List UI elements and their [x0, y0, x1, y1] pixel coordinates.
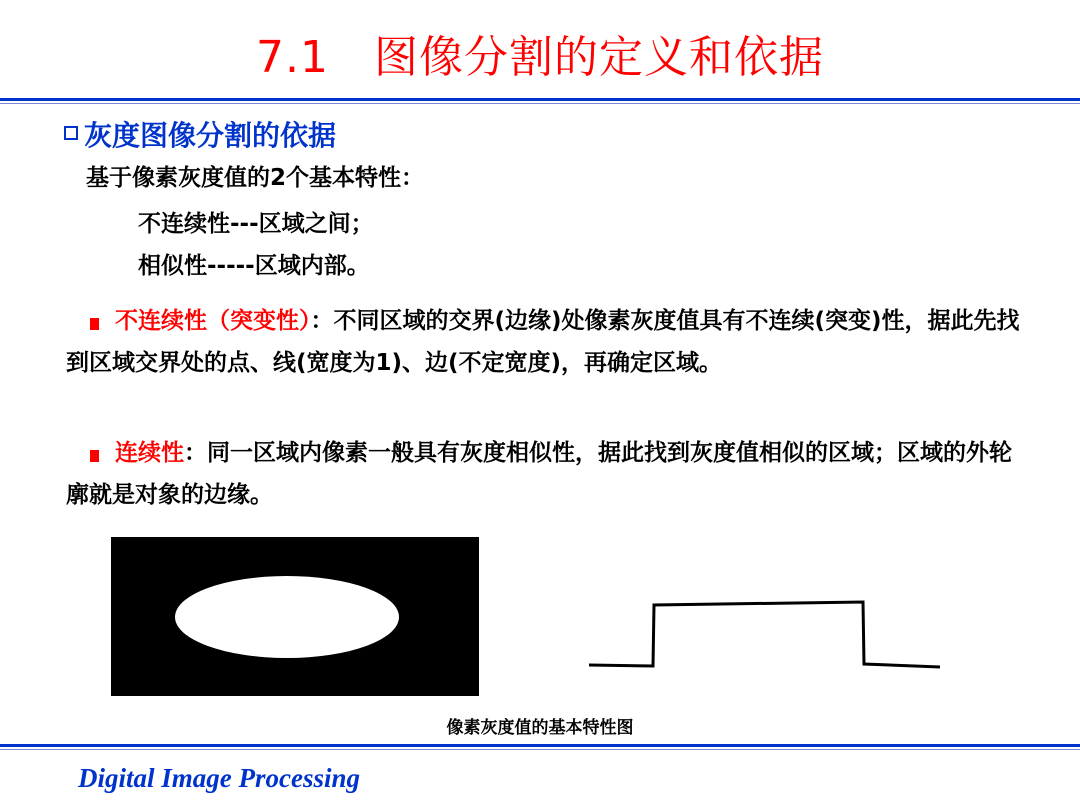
white-ellipse-icon [111, 537, 479, 696]
continuity-term: 连续性 [115, 440, 184, 466]
red-square-bullet-icon [90, 318, 99, 330]
continuity-paragraph [66, 432, 1031, 516]
footer-text: Digital Image Processing [78, 763, 360, 793]
footer-divider [0, 744, 1080, 747]
continuity-text: ：同一区域内像素一般具有灰度相似性，据此找到灰度值相似的区域；区域的外轮廓就是对象的边缘。 [66, 440, 1012, 508]
ellipse-image [111, 537, 479, 696]
discontinuity-item: 不连续性---区域之间； [138, 211, 374, 237]
square-bullet-icon [64, 126, 78, 140]
step-profile-icon [585, 595, 945, 675]
section-heading-text: 灰度图像分割的依据 [84, 119, 337, 152]
slide-title: 7.1 图像分割的定义和依据 [256, 32, 824, 83]
title-divider [0, 98, 1080, 101]
discontinuity-paragraph [66, 300, 1031, 384]
figure-caption: 像素灰度值的基本特性图 [446, 718, 634, 738]
title-divider-thin [0, 103, 1080, 104]
step-profile-figure [585, 595, 945, 679]
similarity-item: 相似性-----区域内部。 [138, 253, 370, 279]
basis-line: 基于像素灰度值的2个基本特性： [86, 165, 425, 191]
discontinuity-text: ：不同区域的交界(边缘)处像素灰度值具有不连续(突变)性，据此先找到区域交界处的点、线(宽度为1)、边(不定宽度)，再确定区域。 [66, 308, 1020, 376]
section-heading [64, 118, 336, 154]
footer-divider-thin [0, 749, 1080, 750]
discontinuity-term: 不连续性（突变性） [115, 308, 311, 334]
red-square-bullet-icon [90, 450, 99, 462]
